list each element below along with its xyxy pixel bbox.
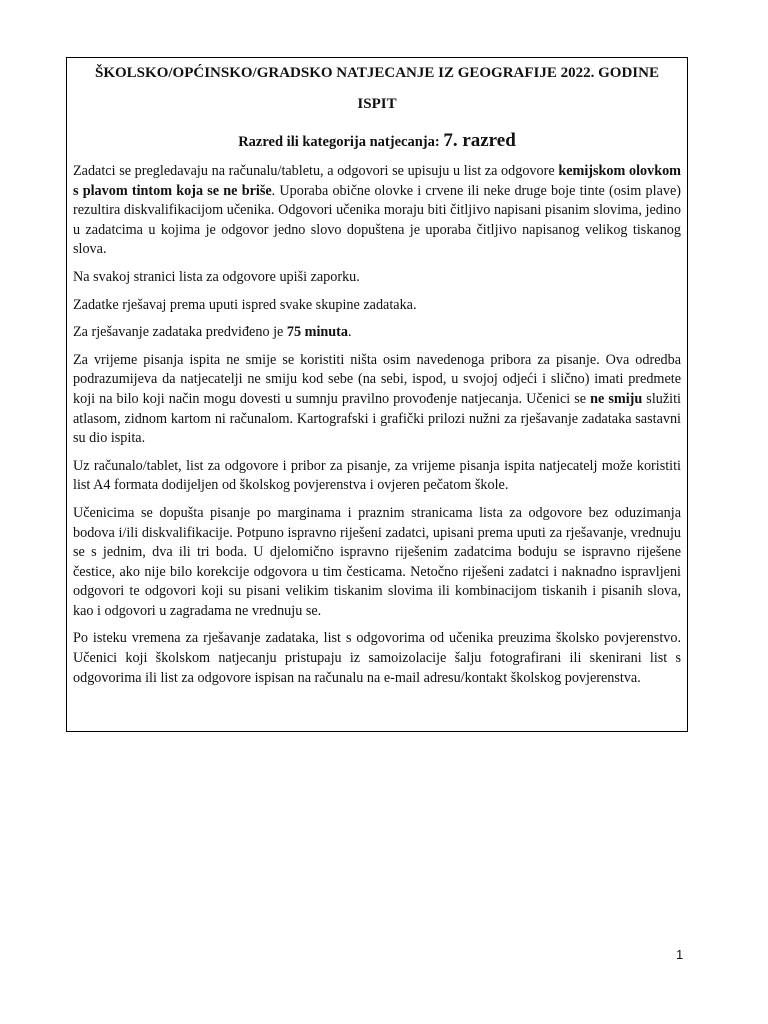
paragraph-text: . Uporaba obične olovke i crvene ili neke druge boje tinte (osim plave) rezultira diskvalifikacijom učenika. Odgovori učenika moraju biti čitljivo napisani pisanim slovima, jedino u zadatcima u kojima je odgovor jedno slovo dopuštena je uporaba čitljivo napisanog velikog tiskanog slova. <box>73 182 681 258</box>
paragraph-text: služiti atlasom, zidnom kartom ni računalom. Kartografski i grafički prilozi nužni za rješavanje zadataka sastavni su dio ispita. <box>73 390 681 447</box>
paragraph-emphasis: ne smiju <box>590 390 643 407</box>
paragraph-pen-rules <box>73 162 681 260</box>
paragraph-submission: Po isteku vremena za rješavanje zadataka, list s odgovorima od učenika preuzima školsko povjerenstvo. Učenici koji školskom natjecanju pristupaju iz samoizolacije šalju fotografirani ili skenirani list s odgovorima ili list za odgovore ispisan na računalu na e-mail adresu/kontakt školskog povjerenstva. <box>73 630 681 686</box>
duration-value: 75 minuta <box>286 324 348 341</box>
paragraph-instructions: Zadatke rješavaj prema uputi ispred svake skupine zadataka. <box>73 296 417 313</box>
paragraph-a4-sheet: Uz računalo/tablet, list za odgovore i pribor za pisanje, za vrijeme pisanja ispita natjecatelj može koristiti list A4 formata dodijeljen od školskog povjerenstva i ovjeren pečatom škole. <box>73 457 681 494</box>
instructions-box <box>66 57 688 732</box>
paragraph-duration <box>73 323 681 343</box>
paragraph-allowed-items <box>73 351 681 449</box>
page-number: 1 <box>676 947 684 962</box>
paragraph-text: Za vrijeme pisanja ispita ne smije se koristiti ništa osim navedenoga pribora za pisanje. Ova odredba podrazumijeva da natjecatelji ne smiju kod sebe (na sebi, ispod, u svojoj odjeći i slično) imati predmete koji na bilo koji način mogu dovesti u sumnju pravilno provođenje natjecanja. Učenici se <box>73 351 681 407</box>
exam-subtitle: ISPIT <box>357 96 397 112</box>
page-title: ŠKOLSKO/OPĆINSKO/GRADSKO NATJECANJE IZ GEOGRAFIJE 2022. GODINE <box>95 65 659 81</box>
paragraph-text: . <box>347 324 352 341</box>
paragraph-text: Zadatci se pregledavaju na računalu/tabletu, a odgovori se upisuju u list za odgovore <box>73 163 559 179</box>
category-label: Razred ili kategorija natjecanja: <box>238 134 444 150</box>
category-line <box>73 130 681 152</box>
paragraph-emphasis: kemijskom olovkom s plavom tintom koja se ne briše <box>73 163 681 199</box>
category-value: 7. razred <box>443 130 516 151</box>
paragraph-password: Na svakoj stranici lista za odgovore upiši zaporku. <box>73 268 360 285</box>
paragraph-scoring: Učenicima se dopušta pisanje po marginama i praznim stranicama lista za odgovore bez oduzimanja bodova i/ili diskvalifikacije. Potpuno ispravno riješeni zadatci, upisani prema uputi za rješavanje, vrednuju se s jednim, dva ili tri boda. U djelomično ispravno riješenim zadatcima boduju se ispravno riješene čestice, ako nije bilo korekcije odgovora u tim česticama. Netočno riješeni zadatci i naknadno ispravljeni odgovori te odgovori koji su pisani velikim tiskanim slovima ili kombinacijom tiskanih i pisanih slova, kao i odgovori u zagradama ne vrednuju se. <box>73 504 681 619</box>
paragraph-text: Za rješavanje zadataka predviđeno je <box>73 324 287 341</box>
